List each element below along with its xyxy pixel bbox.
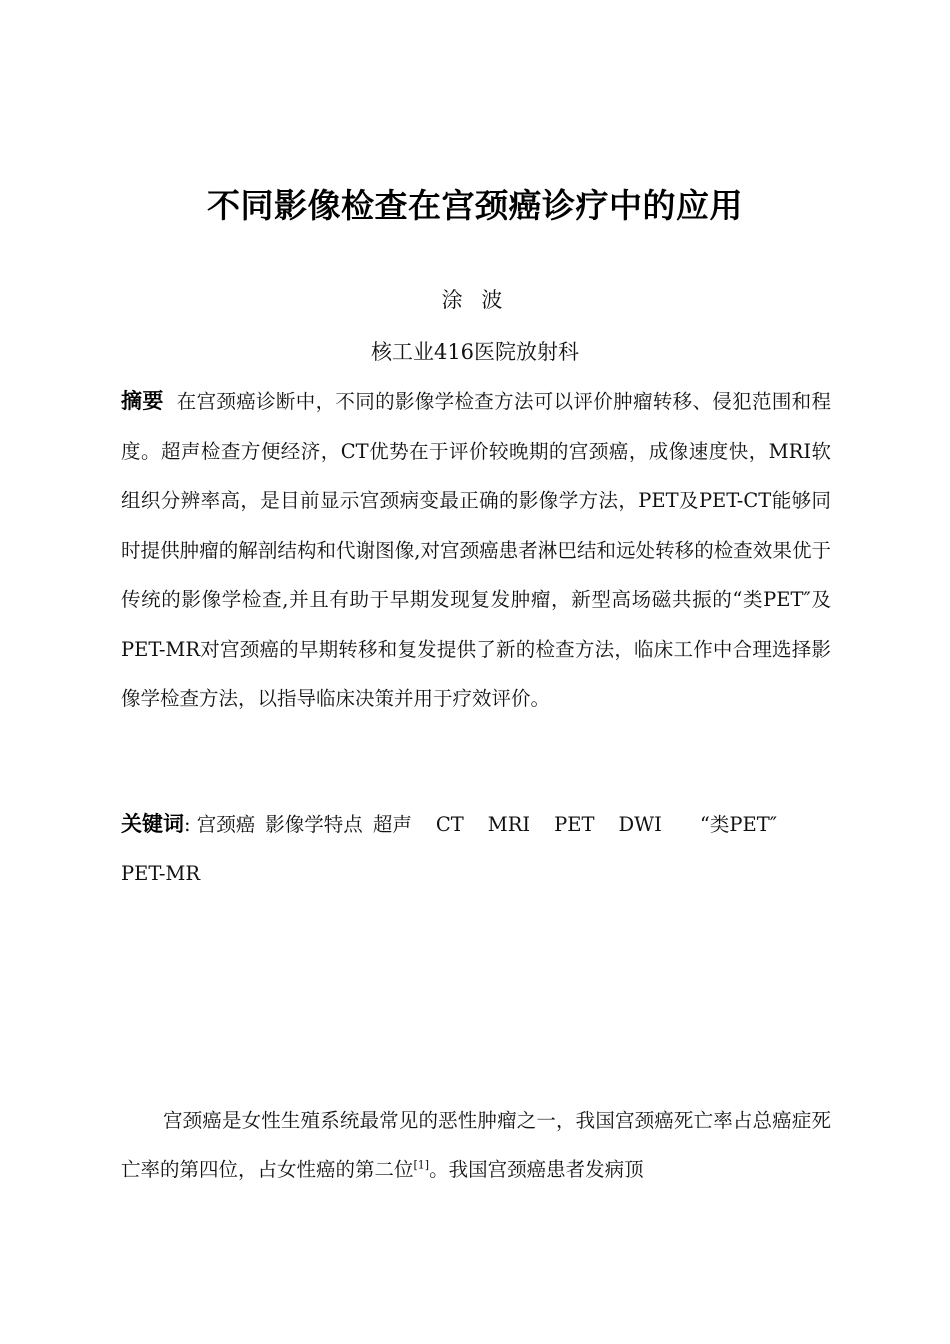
keywords-label: 关键词 bbox=[121, 812, 184, 836]
keywords-paragraph bbox=[121, 800, 831, 898]
keyword-item: MRI bbox=[487, 813, 531, 836]
keyword-item: 宫颈癌 bbox=[196, 813, 256, 836]
keyword-item: 影像学特点 bbox=[265, 813, 363, 836]
abstract-text: 在宫颈癌诊断中，不同的影像学检查方法可以评价肿瘤转移、侵犯范围和程度。超声检查方便经济，CT优势在于评价较晚期的宫颈癌，成像速度快，MRI软组织分辨率高，是目前显示宫颈病变最正确的影像学方法，PET及PET-CT能够同时提供肿瘤的解剖结构和代谢图像,对宫颈癌患者淋巴结和远处转移的检查效果优于传统的影像学检查,并且有助于早期发现复发肿瘤，新型高场磁共振的“类PET″及PET-MR对宫颈癌的早期转移和复发提供了新的检查方法，临床工作中合理选择影像学检查方法，以指导临床决策并用于疗效评价。 bbox=[121, 390, 831, 710]
citation-marker: [1] bbox=[413, 1158, 430, 1172]
keyword-item: “类PET″ bbox=[699, 813, 778, 836]
body-paragraph bbox=[121, 1096, 831, 1194]
keyword-item: CT bbox=[435, 813, 464, 836]
paper-title: 不同影像检查在宫颈癌诊疗中的应用 bbox=[207, 186, 743, 225]
abstract-paragraph bbox=[121, 377, 831, 724]
abstract-label: 摘要 bbox=[121, 389, 164, 413]
keyword-item: 超声 bbox=[372, 813, 412, 836]
author-name: 涂 波 bbox=[441, 288, 509, 312]
author-affiliation: 核工业416医院放射科 bbox=[370, 340, 580, 364]
body-text-before-citation: 宫颈癌是女性生殖系统最常见的恶性肿瘤之一，我国宫颈癌死亡率占总癌症死亡率的第四位，占女性癌的第二位 bbox=[121, 1109, 831, 1181]
keyword-item: PET-MR bbox=[121, 862, 201, 885]
keyword-item: PET bbox=[554, 813, 595, 836]
keywords-separator: : bbox=[184, 813, 191, 836]
keyword-item: DWI bbox=[618, 813, 662, 836]
body-text-after-citation: 。我国宫颈癌患者发病顶 bbox=[429, 1158, 644, 1181]
